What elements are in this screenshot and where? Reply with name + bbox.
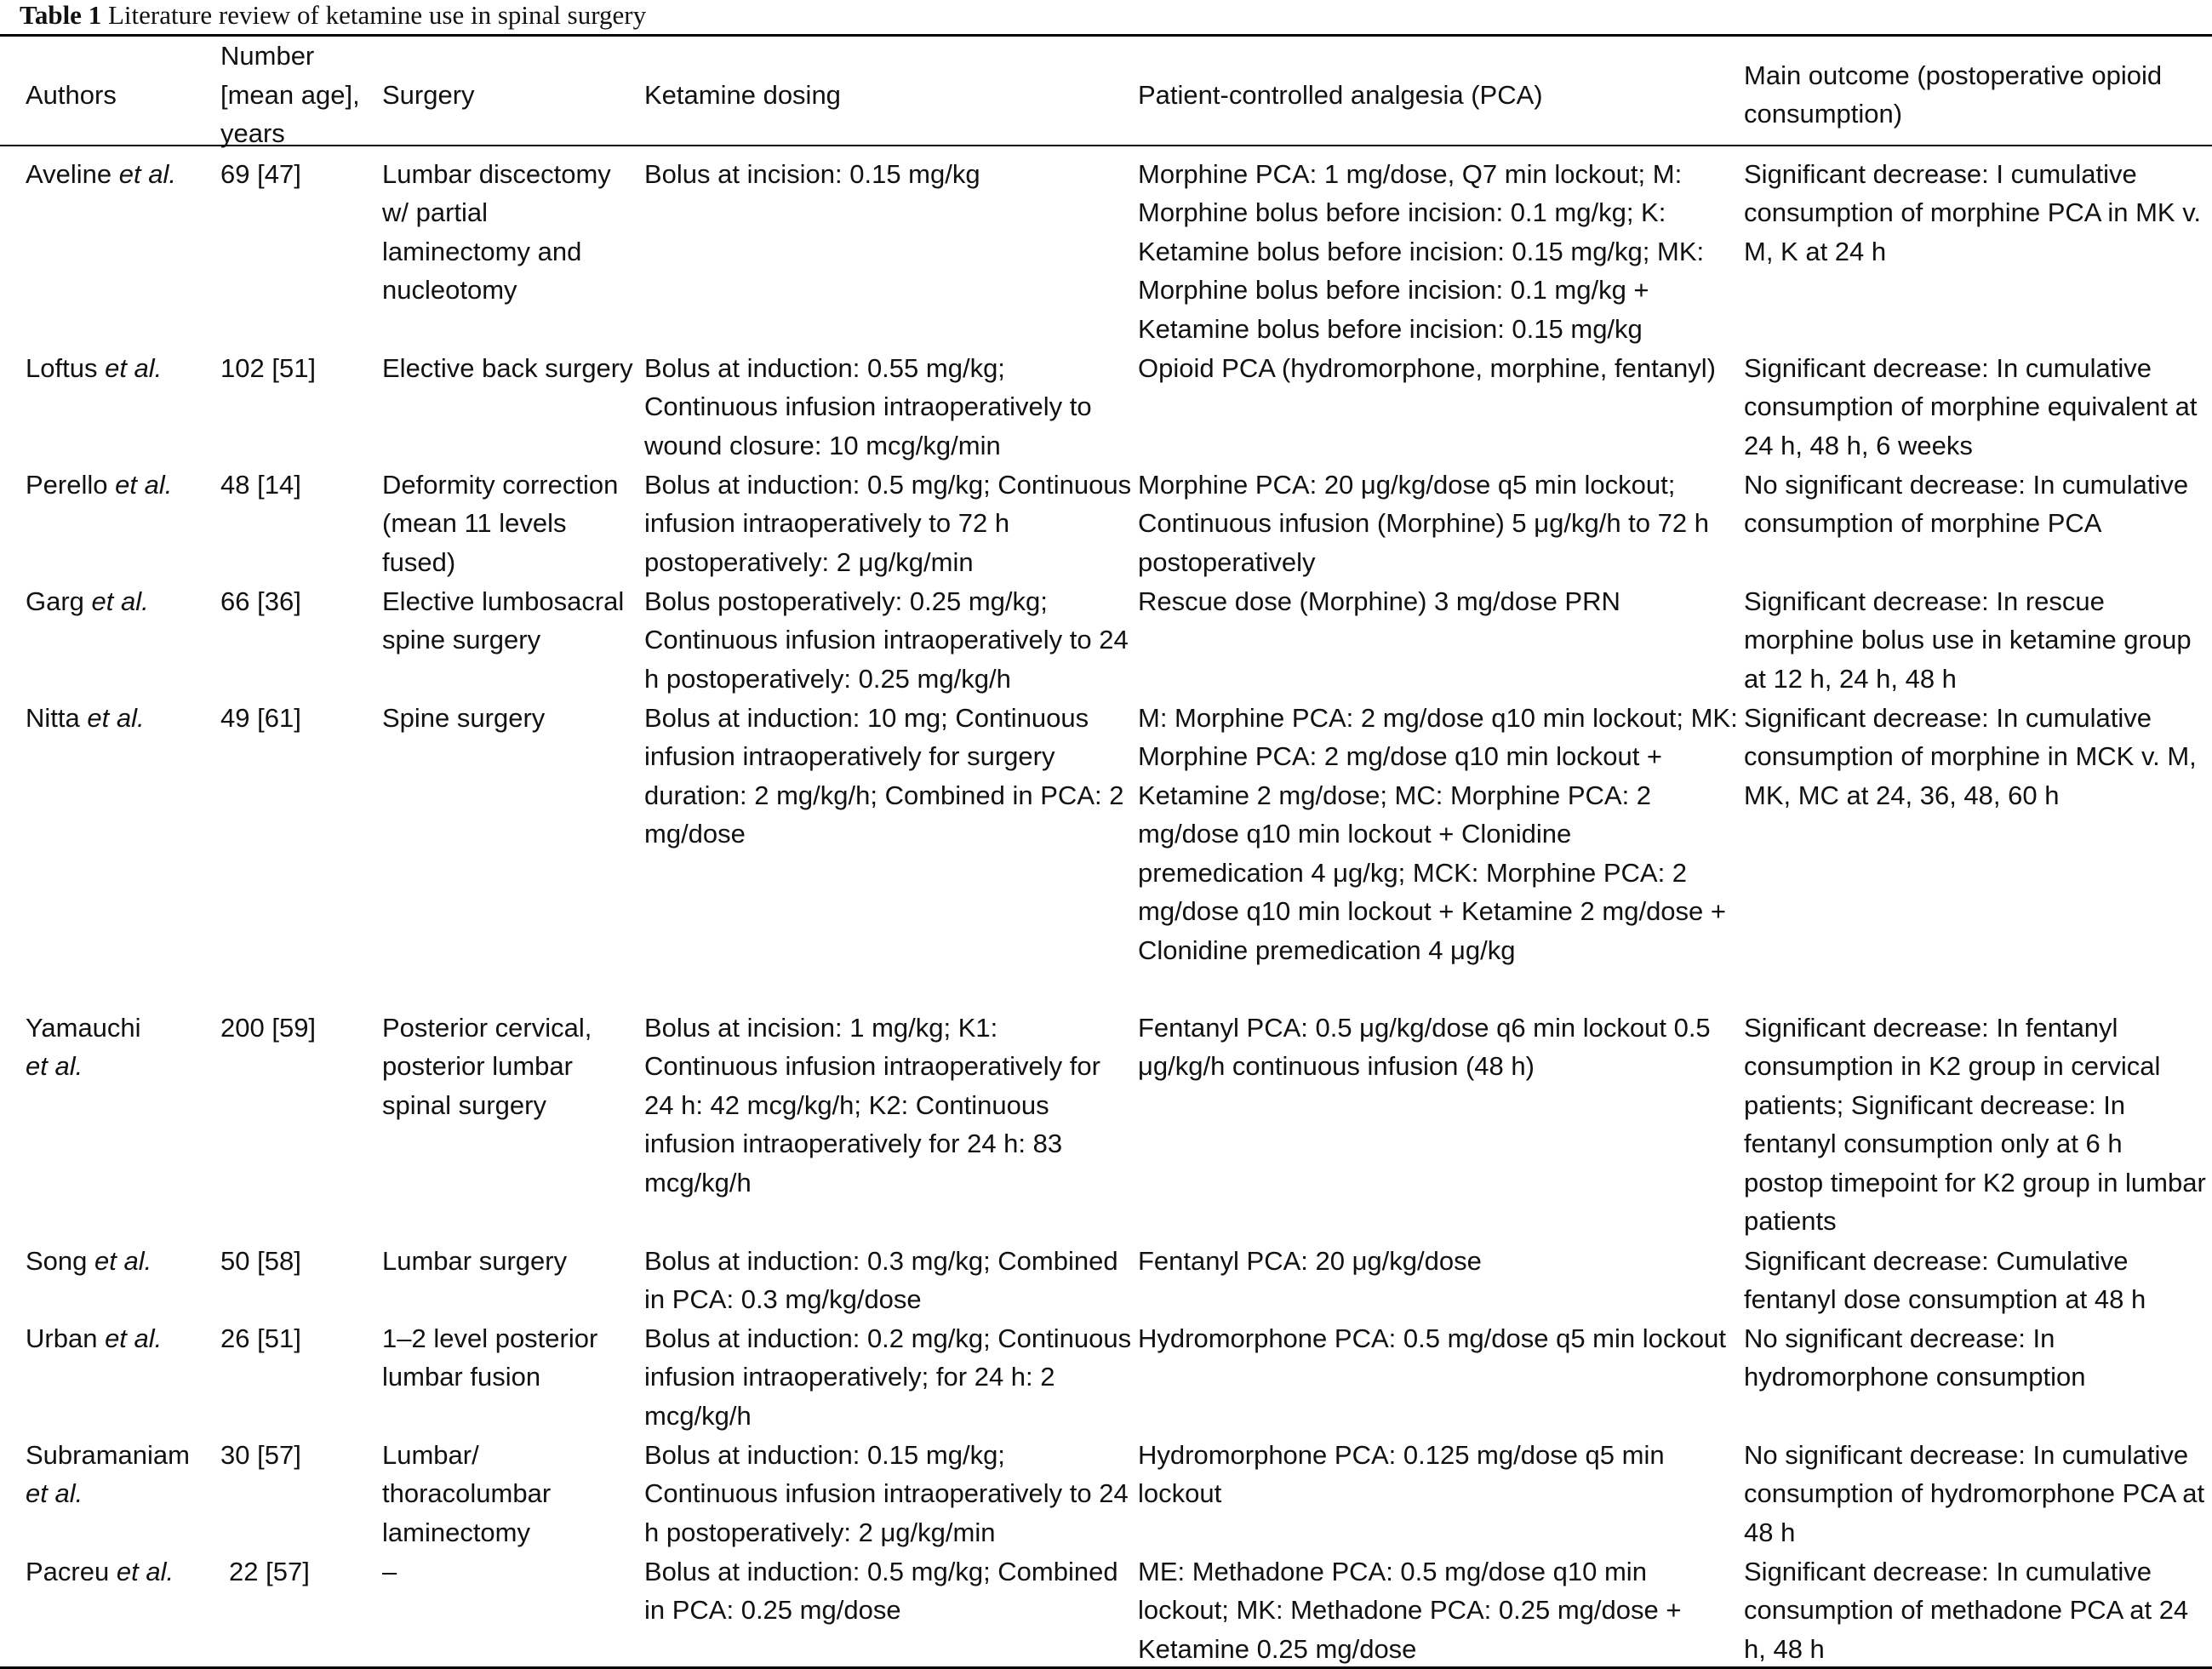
outcome-value: Significant decrease: In fentanyl consumption in K2 group in cervical patients; Significant decrease: In fentanyl consumption only at 6 h postop timepoint for K2 group in lumbar patients: [1744, 1012, 2206, 1236]
pca-value: Morphine PCA: 20 μg/kg/dose q5 min lockout; Continuous infusion (Morphine) 5 μg/kg/h to 72 h postoperatively: [1138, 469, 1709, 577]
surgery-value: 1–2 level posterior lumbar fusion: [382, 1323, 598, 1392]
outcome-value: Significant decrease: In cumulative consumption of morphine equivalent at 24 h, 48 h, 6 weeks: [1744, 352, 2198, 460]
cell-pca: [1138, 699, 1744, 1009]
ketamine-value: Bolus at induction: 0.55 mg/kg; Continuous infusion intraoperatively to wound closure: 10 mcg/kg/min: [644, 352, 1092, 460]
cell-author: [0, 699, 220, 1009]
table-row: [0, 699, 2212, 1009]
cell-pca: [1138, 1319, 1744, 1436]
cell-number: [220, 1552, 382, 1669]
cell-outcome: [1744, 153, 2212, 349]
cell-author: [0, 582, 220, 699]
cell-author: [0, 1009, 220, 1242]
cell-number: [220, 1319, 382, 1436]
cell-outcome: [1744, 466, 2212, 582]
cell-ketamine: [644, 349, 1138, 466]
cell-number: [220, 153, 382, 349]
surgery-value: Elective back surgery: [382, 352, 633, 383]
author-etal: et al.: [87, 702, 145, 733]
author-name: Yamauchi: [26, 1012, 141, 1043]
number-value: 69 [47]: [220, 158, 301, 189]
number-value: 102 [51]: [220, 352, 317, 383]
author-etal: et al.: [115, 469, 173, 500]
outcome-value: Significant decrease: In cumulative consumption of morphine in MCK v. M, MK, MC at 24, 36, 48, 60 h: [1744, 702, 2197, 810]
cell-ketamine: [644, 153, 1138, 349]
cell-number: [220, 349, 382, 466]
author-name: Loftus: [26, 352, 98, 383]
ketamine-value: Bolus at incision: 1 mg/kg; K1: Continuous infusion intraoperatively for 24 h: 42 mcg/kg/h; K2: Continuous infusion intraoperatively for 24 h: 83 mcg/kg/h: [644, 1012, 1100, 1197]
pca-value: ME: Methadone PCA: 0.5 mg/dose q10 min lockout; MK: Methadone PCA: 0.25 mg/dose + Ketamine 0.25 mg/dose: [1138, 1556, 1682, 1664]
outcome-value: Significant decrease: In rescue morphine bolus use in ketamine group at 12 h, 24 h, 48 h: [1744, 586, 2192, 694]
author-etal: et al.: [26, 1051, 83, 1081]
cell-surgery: [382, 153, 644, 349]
outcome-value: Significant decrease: In cumulative consumption of methadone PCA at 24 h, 48 h: [1744, 1556, 2189, 1664]
cell-number: [220, 1009, 382, 1242]
number-value: 30 [57]: [220, 1439, 301, 1470]
cell-ketamine: [644, 699, 1138, 1009]
table-header-row: [0, 37, 2212, 153]
pca-value: Fentanyl PCA: 20 μg/kg/dose: [1138, 1245, 1482, 1276]
cell-ketamine: [644, 582, 1138, 699]
cell-pca: [1138, 1009, 1744, 1242]
cell-ketamine: [644, 1436, 1138, 1552]
cell-pca: [1138, 349, 1744, 466]
author-etal: et al.: [118, 158, 176, 189]
cell-outcome: [1744, 1009, 2212, 1242]
table-row: [0, 1319, 2212, 1436]
cell-outcome: [1744, 1242, 2212, 1319]
cell-ketamine: [644, 466, 1138, 582]
ketamine-value: Bolus at induction: 0.3 mg/kg; Combined in PCA: 0.3 mg/kg/dose: [644, 1245, 1118, 1314]
number-value: 49 [61]: [220, 702, 301, 733]
table-row: [0, 349, 2212, 466]
outcome-value: Significant decrease: Cumulative fentanyl dose consumption at 48 h: [1744, 1245, 2146, 1314]
author-etal: et al.: [105, 1323, 163, 1353]
table-row: [0, 1242, 2212, 1319]
cell-surgery: [382, 466, 644, 582]
author-name: Nitta: [26, 702, 80, 733]
cell-outcome: [1744, 1319, 2212, 1436]
cell-outcome: [1744, 1552, 2212, 1669]
ketamine-value: Bolus at induction: 0.5 mg/kg; Continuous infusion intraoperatively to 72 h postoperatively: 2 μg/kg/min: [644, 469, 1132, 577]
cell-number: [220, 466, 382, 582]
cell-surgery: [382, 1319, 644, 1436]
outcome-value: No significant decrease: In cumulative consumption of hydromorphone PCA at 48 h: [1744, 1439, 2205, 1547]
ketamine-value: Bolus at induction: 0.5 mg/kg; Combined in PCA: 0.25 mg/dose: [644, 1556, 1118, 1625]
cell-author: [0, 349, 220, 466]
author-name: Urban: [26, 1323, 98, 1353]
cell-surgery: [382, 1009, 644, 1242]
table-row: [0, 1009, 2212, 1242]
ketamine-value: Bolus postoperatively: 0.25 mg/kg; Continuous infusion intraoperatively to 24 h postoperatively: 0.25 mg/kg/h: [644, 586, 1129, 694]
number-value: 26 [51]: [220, 1323, 301, 1353]
author-name: Pacreu: [26, 1556, 110, 1586]
cell-number: [220, 699, 382, 1009]
header-ketamine-dosing: Ketamine dosing: [644, 79, 841, 110]
pca-value: Fentanyl PCA: 0.5 μg/kg/dose q6 min lockout 0.5 μg/kg/h continuous infusion (48 h): [1138, 1012, 1711, 1081]
table-row: [0, 582, 2212, 699]
table-caption: [20, 0, 646, 32]
table-row: [0, 466, 2212, 582]
number-value: 48 [14]: [220, 469, 301, 500]
author-name: Perello: [26, 469, 108, 500]
ketamine-value: Bolus at induction: 10 mg; Continuous infusion intraoperatively for surgery duration: 2 mg/kg/h; Combined in PCA: 2 mg/dose: [644, 702, 1124, 849]
cell-surgery: [382, 349, 644, 466]
surgery-value: Deformity correction (mean 11 levels fused): [382, 469, 619, 577]
author-etal: et al.: [94, 1245, 152, 1276]
surgery-value: Spine surgery: [382, 702, 546, 733]
cell-outcome: [1744, 582, 2212, 699]
cell-pca: [1138, 582, 1744, 699]
surgery-value: Lumbar/ thoracolumbar laminectomy: [382, 1439, 552, 1547]
surgery-value: –: [382, 1556, 397, 1586]
surgery-value: Lumbar discectomy w/ partial laminectomy and nucleotomy: [382, 158, 611, 305]
cell-ketamine: [644, 1319, 1138, 1436]
cell-author: [0, 1319, 220, 1436]
author-etal: et al.: [91, 586, 149, 616]
author-name: Aveline: [26, 158, 112, 189]
cell-author: [0, 1436, 220, 1552]
cell-ketamine: [644, 1009, 1138, 1242]
cell-pca: [1138, 1436, 1744, 1552]
author-etal: et al.: [105, 352, 163, 383]
pca-value: Rescue dose (Morphine) 3 mg/dose PRN: [1138, 586, 1620, 616]
literature-table: [0, 37, 2212, 1668]
pca-value: Opioid PCA (hydromorphone, morphine, fentanyl): [1138, 352, 1716, 383]
cell-author: [0, 153, 220, 349]
cell-author: [0, 1242, 220, 1319]
ketamine-value: Bolus at induction: 0.15 mg/kg; Continuous infusion intraoperatively to 24 h postoperatively: 2 μg/kg/min: [644, 1439, 1129, 1547]
header-main-outcome: Main outcome (postoperative opioid consumption): [1744, 60, 2163, 129]
pca-value: Hydromorphone PCA: 0.5 mg/dose q5 min lockout: [1138, 1323, 1726, 1353]
pca-value: M: Morphine PCA: 2 mg/dose q10 min lockout; MK: Morphine PCA: 2 mg/dose q10 min lockout + Ketamine 2 mg/dose; MC: Morphine PCA: 2 mg/dose q10 min lockout + Clonidine premedication 4 μg/kg; MCK: Morphine PCA: 2 mg/dose q10 min lockout + Ketamine 2 mg/dose + Clonidine premedication 4 μg/kg: [1138, 702, 1738, 965]
cell-surgery: [382, 1242, 644, 1319]
surgery-value: Lumbar surgery: [382, 1245, 568, 1276]
outcome-value: No significant decrease: In cumulative consumption of morphine PCA: [1744, 469, 2189, 538]
table-caption-title: Literature review of ketamine use in spinal surgery: [107, 0, 647, 30]
surgery-value: Posterior cervical, posterior lumbar spinal surgery: [382, 1012, 592, 1120]
cell-pca: [1138, 1552, 1744, 1669]
cell-pca: [1138, 1242, 1744, 1319]
author-name: Song: [26, 1245, 88, 1276]
header-surgery: Surgery: [382, 79, 475, 110]
cell-author: [0, 1552, 220, 1669]
author-etal: et al.: [116, 1556, 174, 1586]
cell-surgery: [382, 1552, 644, 1669]
ketamine-value: Bolus at induction: 0.2 mg/kg; Continuous infusion intraoperatively; for 24 h: 2 mcg/kg/h: [644, 1323, 1132, 1431]
table-row: [0, 1436, 2212, 1552]
cell-surgery: [382, 699, 644, 1009]
table-caption-label: Table 1: [20, 0, 102, 30]
header-number: Number [mean age], years: [220, 41, 360, 148]
author-name: Subramaniam: [26, 1439, 190, 1470]
surgery-value: Elective lumbosacral spine surgery: [382, 586, 625, 654]
header-authors: Authors: [26, 79, 117, 110]
cell-pca: [1138, 153, 1744, 349]
ketamine-value: Bolus at incision: 0.15 mg/kg: [644, 158, 980, 189]
number-value: 66 [36]: [220, 586, 301, 616]
cell-outcome: [1744, 349, 2212, 466]
cell-ketamine: [644, 1552, 1138, 1669]
author-etal: et al.: [26, 1478, 83, 1508]
cell-number: [220, 582, 382, 699]
table-row: [0, 1552, 2212, 1669]
table-row: [0, 153, 2212, 349]
outcome-value: Significant decrease: I cumulative consumption of morphine PCA in MK v. M, K at 24 h: [1744, 158, 2202, 266]
cell-number: [220, 1242, 382, 1319]
cell-surgery: [382, 1436, 644, 1552]
header-pca: Patient-controlled analgesia (PCA): [1138, 79, 1543, 110]
number-value: 50 [58]: [220, 1245, 301, 1276]
cell-outcome: [1744, 699, 2212, 1009]
cell-number: [220, 1436, 382, 1552]
author-name: Garg: [26, 586, 84, 616]
pca-value: Hydromorphone PCA: 0.125 mg/dose q5 min lockout: [1138, 1439, 1665, 1508]
cell-surgery: [382, 582, 644, 699]
number-value: 22 [57]: [229, 1556, 310, 1586]
pca-value: Morphine PCA: 1 mg/dose, Q7 min lockout; M: Morphine bolus before incision: 0.1 mg/kg; K: Ketamine bolus before incision: 0.15 mg/kg; MK: Morphine bolus before incision: 0.1 mg/kg + Ketamine bolus before incision: 0.15 mg/kg: [1138, 158, 1705, 344]
cell-outcome: [1744, 1436, 2212, 1552]
cell-author: [0, 466, 220, 582]
outcome-value: No significant decrease: In hydromorphone consumption: [1744, 1323, 2086, 1392]
cell-ketamine: [644, 1242, 1138, 1319]
cell-pca: [1138, 466, 1744, 582]
number-value: 200 [59]: [220, 1012, 317, 1043]
